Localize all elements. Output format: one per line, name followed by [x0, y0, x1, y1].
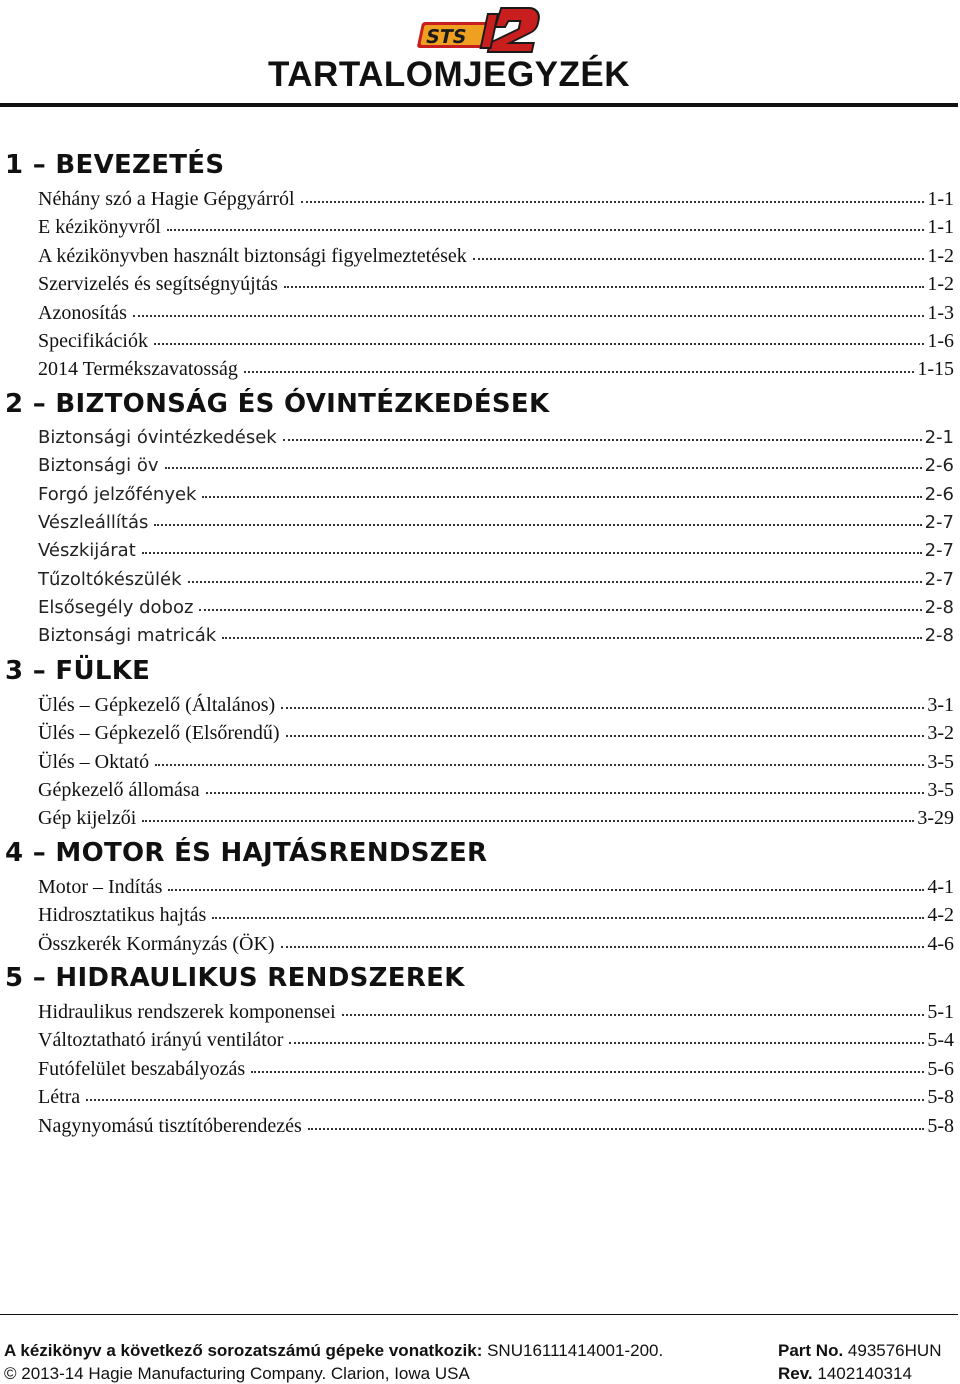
footer-copyright	[4, 1364, 956, 1384]
toc-entry[interactable]	[0, 1026, 958, 1054]
entry-page: 4-6	[927, 932, 954, 955]
toc-section	[0, 651, 958, 833]
toc-entry[interactable]	[0, 1055, 958, 1083]
entry-label: Szervizelés és segítségnyújtás	[38, 273, 278, 296]
entry-label: Nagynyomású tisztítóberendezés	[38, 1114, 302, 1137]
footer-part-number	[778, 1341, 941, 1361]
dot-leader	[142, 546, 922, 554]
footer-applicability-label: A kézikönyv a következő sorozatszámú gépeke vonatkozik:	[4, 1341, 483, 1360]
dot-leader	[154, 518, 921, 526]
entry-label: Motor – Indítás	[38, 875, 163, 898]
entry-page: 3-1	[927, 693, 954, 716]
entry-page: 5-6	[927, 1057, 954, 1080]
entry-label: Vészkijárat	[38, 540, 136, 562]
entry-label: Forgó jelzőfények	[38, 483, 197, 505]
entry-label: Vészleállítás	[38, 511, 149, 533]
dot-leader	[202, 490, 921, 498]
entry-page: 2-8	[924, 625, 954, 647]
copyright-text: © 2013-14 Hagie Manufacturing Company. Clarion, Iowa USA	[4, 1364, 470, 1383]
toc-entry[interactable]	[0, 270, 958, 298]
entry-label: Hidraulikus rendszerek komponensei	[38, 1000, 336, 1023]
entry-label: Gépkezelő állomása	[38, 779, 200, 802]
dot-leader	[167, 223, 925, 231]
entry-page: 2-6	[924, 483, 954, 505]
toc-entry[interactable]	[0, 566, 958, 594]
dot-leader	[168, 883, 924, 891]
toc-entry[interactable]	[0, 242, 958, 270]
dot-leader	[86, 1093, 924, 1101]
toc-entry[interactable]	[0, 691, 958, 719]
entry-label: E kézikönyvről	[38, 216, 161, 239]
entry-label: Létra	[38, 1086, 81, 1109]
entry-label: Futófelület beszabályozás	[38, 1057, 246, 1080]
entry-label: Ülés – Oktató	[38, 750, 150, 773]
toc-entry[interactable]	[0, 1083, 958, 1111]
toc-entry[interactable]	[0, 804, 958, 832]
entry-page: 2-7	[924, 568, 954, 590]
entry-label: Összkerék Kormányzás (ÖK)	[38, 932, 275, 955]
toc-entry[interactable]	[0, 776, 958, 804]
section-heading: 5 – HIDRAULIKUS RENDSZEREK	[5, 962, 465, 993]
dot-leader	[251, 1065, 924, 1073]
dot-leader	[199, 603, 921, 611]
entry-page: 2-8	[924, 597, 954, 619]
entry-page: 1-1	[927, 188, 954, 210]
entry-label: Biztonsági öv	[38, 455, 159, 477]
dot-leader	[289, 1036, 924, 1044]
entry-page: 3-5	[927, 779, 954, 802]
dot-leader	[342, 1008, 925, 1016]
toc-entry[interactable]	[0, 327, 958, 355]
dot-leader	[281, 701, 924, 709]
footer-revision	[778, 1364, 912, 1384]
dot-leader	[222, 631, 921, 639]
toc-entry[interactable]	[0, 748, 958, 776]
toc-entry[interactable]	[0, 873, 958, 901]
dot-leader	[154, 337, 924, 345]
entry-label: Gép kijelzői	[38, 807, 137, 830]
toc-entry[interactable]	[0, 998, 958, 1026]
dot-leader	[155, 758, 924, 766]
dot-leader	[165, 461, 922, 469]
section-heading: 1 – BEVEZETÉS	[5, 150, 225, 180]
entry-page: 5-4	[927, 1029, 954, 1052]
toc-entry[interactable]	[0, 594, 958, 622]
entry-page: 5-1	[927, 1000, 954, 1023]
dot-leader	[473, 252, 925, 260]
footer-applicability	[4, 1341, 956, 1361]
entry-page: 3-2	[927, 722, 954, 745]
toc-section	[0, 384, 958, 651]
revision-value: 1402140314	[812, 1364, 912, 1383]
sts12-logo	[410, 4, 550, 54]
toc-entry[interactable]	[0, 537, 958, 565]
revision-label: Rev.	[778, 1364, 813, 1383]
entry-label: Hidrosztatikus hajtás	[38, 904, 207, 927]
entry-page: 3-5	[927, 750, 954, 773]
entry-label: 2014 Termékszavatosság	[38, 358, 238, 381]
svg-text:STS: STS	[423, 25, 469, 48]
toc-entry[interactable]	[0, 509, 958, 537]
part-number-value: 493576HUN	[843, 1341, 942, 1360]
toc-entry[interactable]	[0, 185, 958, 213]
table-of-contents	[0, 145, 958, 1140]
entry-page: 1-2	[927, 273, 954, 296]
dot-leader	[188, 575, 922, 583]
entry-page: 4-1	[927, 875, 954, 898]
entry-label: Biztonsági óvintézkedések	[38, 426, 277, 448]
dot-leader	[284, 280, 924, 288]
toc-entry[interactable]	[0, 1112, 958, 1140]
entry-label: Azonosítás	[38, 301, 127, 324]
entry-page: 2-1	[924, 426, 954, 448]
entry-label: Néhány szó a Hagie Gépgyárról	[38, 188, 295, 210]
entry-label: Specifikációk	[38, 329, 148, 352]
dot-leader	[206, 786, 925, 794]
entry-label: Tűzoltókészülék	[38, 568, 182, 590]
part-number-label: Part No.	[778, 1341, 844, 1360]
dot-leader	[212, 911, 924, 919]
entry-page: 4-2	[927, 904, 954, 927]
entry-page: 2-7	[924, 511, 954, 533]
toc-entry[interactable]	[0, 901, 958, 929]
entry-page: 1-6	[927, 329, 954, 352]
entry-page: 3-29	[917, 807, 954, 830]
section-heading: 3 – FÜLKE	[5, 655, 151, 686]
toc-entry[interactable]	[0, 452, 958, 480]
entry-label: A kézikönyvben használt biztonsági figyelmeztetések	[38, 244, 467, 267]
toc-entry[interactable]	[0, 299, 958, 327]
dot-leader	[286, 729, 925, 737]
dot-leader	[308, 1122, 925, 1130]
toc-entry[interactable]	[0, 930, 958, 958]
section-heading: 2 – BIZTONSÁG ÉS ÓVINTÉZKEDÉSEK	[5, 388, 550, 419]
entry-page: 1-15	[917, 358, 954, 381]
toc-entry[interactable]	[0, 355, 958, 383]
entry-page: 1-2	[927, 244, 954, 267]
dot-leader	[283, 433, 922, 441]
entry-label: Elsősegély doboz	[38, 597, 194, 619]
dot-leader	[142, 814, 914, 822]
dot-leader	[281, 940, 925, 948]
toc-section	[0, 833, 958, 958]
entry-label: Biztonsági matricák	[38, 625, 217, 647]
entry-page: 2-7	[924, 540, 954, 562]
entry-page: 1-3	[927, 301, 954, 324]
dot-leader	[244, 365, 914, 373]
entry-label: Változtatható irányú ventilátor	[38, 1029, 284, 1052]
footer-serial: SNU16111414001-200.	[482, 1341, 664, 1360]
title-divider	[0, 103, 958, 107]
toc-entry[interactable]	[0, 719, 958, 747]
entry-page: 1-1	[927, 216, 954, 239]
dot-leader	[301, 195, 925, 203]
toc-entry[interactable]	[0, 622, 958, 650]
dot-leader	[133, 309, 924, 317]
entry-label: Ülés – Gépkezelő (Általános)	[38, 693, 276, 716]
toc-section	[0, 145, 958, 384]
toc-entry[interactable]	[0, 481, 958, 509]
toc-entry[interactable]	[0, 213, 958, 241]
entry-page: 2-6	[924, 455, 954, 477]
section-heading: 4 – MOTOR ÉS HAJTÁSRENDSZER	[5, 837, 488, 868]
entry-page: 5-8	[927, 1086, 954, 1109]
toc-section	[0, 958, 958, 1140]
footer-divider	[0, 1314, 958, 1315]
toc-entry[interactable]	[0, 424, 958, 452]
entry-label: Ülés – Gépkezelő (Elsőrendű)	[38, 722, 280, 745]
entry-page: 5-8	[927, 1114, 954, 1137]
